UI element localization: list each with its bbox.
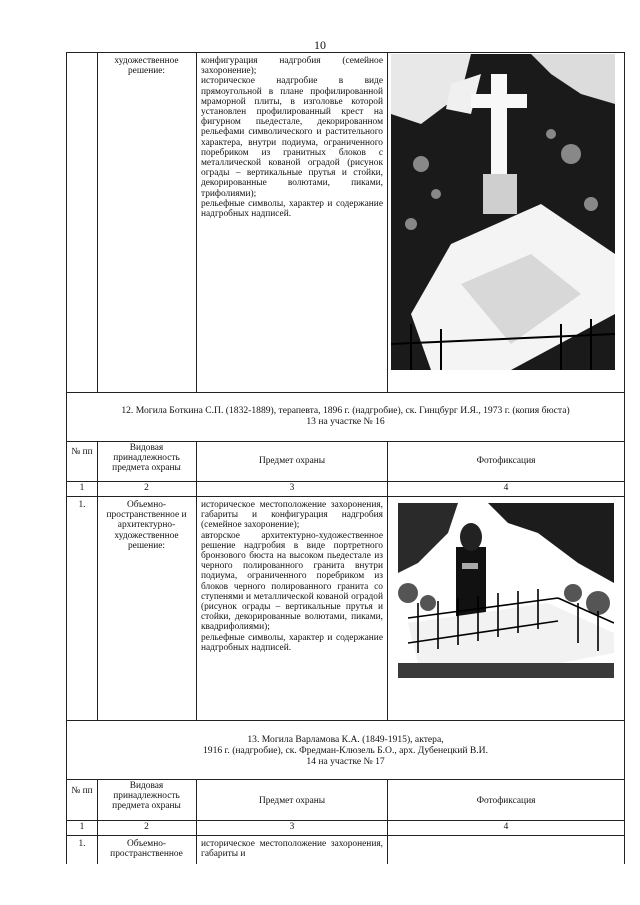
section-title-line: 13. Могила Варламова К.А. (1849-1915), актера,	[247, 734, 444, 745]
col-index: 4	[503, 483, 509, 493]
row-number: 1.	[78, 839, 86, 849]
table-divider	[387, 52, 388, 392]
section-title-line: 13 на участке № 16	[306, 416, 385, 427]
col-index: 1	[79, 483, 85, 493]
type-cell: Объемно-пространственное и архитектурно-художественное решение:	[106, 500, 187, 551]
section-title	[70, 734, 621, 767]
table-divider	[66, 481, 625, 482]
table-border	[624, 52, 625, 864]
subject-paragraph: рельефные символы, характер и содержание надгробных надписей.	[201, 632, 383, 653]
col-index: 3	[289, 483, 295, 493]
header-subject: Предмет охраны	[258, 796, 326, 806]
subject-cell	[201, 500, 383, 653]
subject-cell	[201, 56, 383, 219]
subject-paragraph: конфигурация надгробия (семейное захоронение);	[201, 56, 383, 77]
header-num: № пп	[71, 786, 93, 796]
col-index: 1	[79, 822, 85, 832]
subject-paragraph: рельефные символы, характер и содержание надгробных надписей.	[201, 198, 383, 220]
table-divider	[196, 52, 197, 392]
table-divider	[196, 441, 197, 720]
table-divider	[387, 441, 388, 720]
type-cell: художественное решение:	[114, 56, 179, 77]
table-divider	[66, 496, 625, 497]
section-title-line: 14 на участке № 17	[306, 756, 385, 767]
page-number: 10	[314, 38, 326, 52]
table-divider	[66, 441, 625, 442]
section-title	[70, 405, 621, 427]
table-divider	[66, 720, 625, 721]
table-divider	[97, 779, 98, 864]
subject-paragraph: историческое местоположение захоронения, габариты и конфигурация надгробия (семейное захоронение);	[201, 500, 383, 531]
row-number: 1.	[78, 500, 86, 510]
grave-photo-bust	[398, 503, 614, 678]
table-divider	[97, 52, 98, 392]
header-type: Видовая принадлежность предмета охраны	[112, 443, 181, 474]
table-divider	[66, 779, 625, 780]
subject-paragraph: авторское архитектурно-художественное решение надгробия в виде портретного бронзового бюста на высоком пьедестале из черного полированного гранита внутри подиума, ограниченного поребриком из блоков черного полированного гранита со ступенями и металлической кованой оградой (рисунок ограды – вертикальные прутья и стойки, декорированные волютами, пиками, квадрифолиями);	[201, 530, 383, 633]
subject-cell	[201, 839, 383, 863]
header-photo: Фотофиксация	[476, 456, 536, 466]
table-divider	[97, 441, 98, 720]
table-divider	[196, 779, 197, 864]
table-divider	[387, 779, 388, 864]
table-border	[66, 52, 625, 53]
section-title-line: 1916 г. (надгробие), ск. Фредман-Клюзель Б.О., арх. Дубенецкий В.И.	[202, 745, 489, 756]
grave-photo-cross	[391, 54, 615, 370]
col-index: 4	[503, 822, 509, 832]
table-border	[66, 52, 67, 864]
subject-paragraph: историческое надгробие в виде прямоугольной в плане профилированной мраморной плиты, в изголовье которой установлен профилированный крест на фигурном пьедестале, декорированном рельефами символического и растительного характера, внутри подиума, ограниченного поребриком из гранитных блоков с металлической кованой оградой (рисунок ограды – вертикальные прутья и стойки, декорированные волютами, пиками, трифолиями);	[201, 76, 383, 199]
table-divider	[66, 392, 625, 393]
header-subject: Предмет охраны	[258, 456, 326, 466]
col-index: 2	[144, 822, 149, 832]
table-divider	[66, 820, 625, 821]
header-type: Видовая принадлежность предмета охраны	[112, 781, 181, 812]
header-num: № пп	[71, 447, 93, 457]
col-index: 3	[289, 822, 295, 832]
col-index: 2	[144, 483, 149, 493]
subject-paragraph: историческое местоположение захоронения, габариты и	[201, 839, 383, 860]
section-title-line: 12. Могила Боткина С.П. (1832-1889), терапевта, 1896 г. (надгробие), ск. Гинцбург И.Я., 1973 г. (копия бюста)	[121, 405, 570, 416]
type-cell: Объемно-пространственное	[110, 839, 183, 860]
header-photo: Фотофиксация	[476, 796, 536, 806]
table-divider	[66, 835, 625, 836]
